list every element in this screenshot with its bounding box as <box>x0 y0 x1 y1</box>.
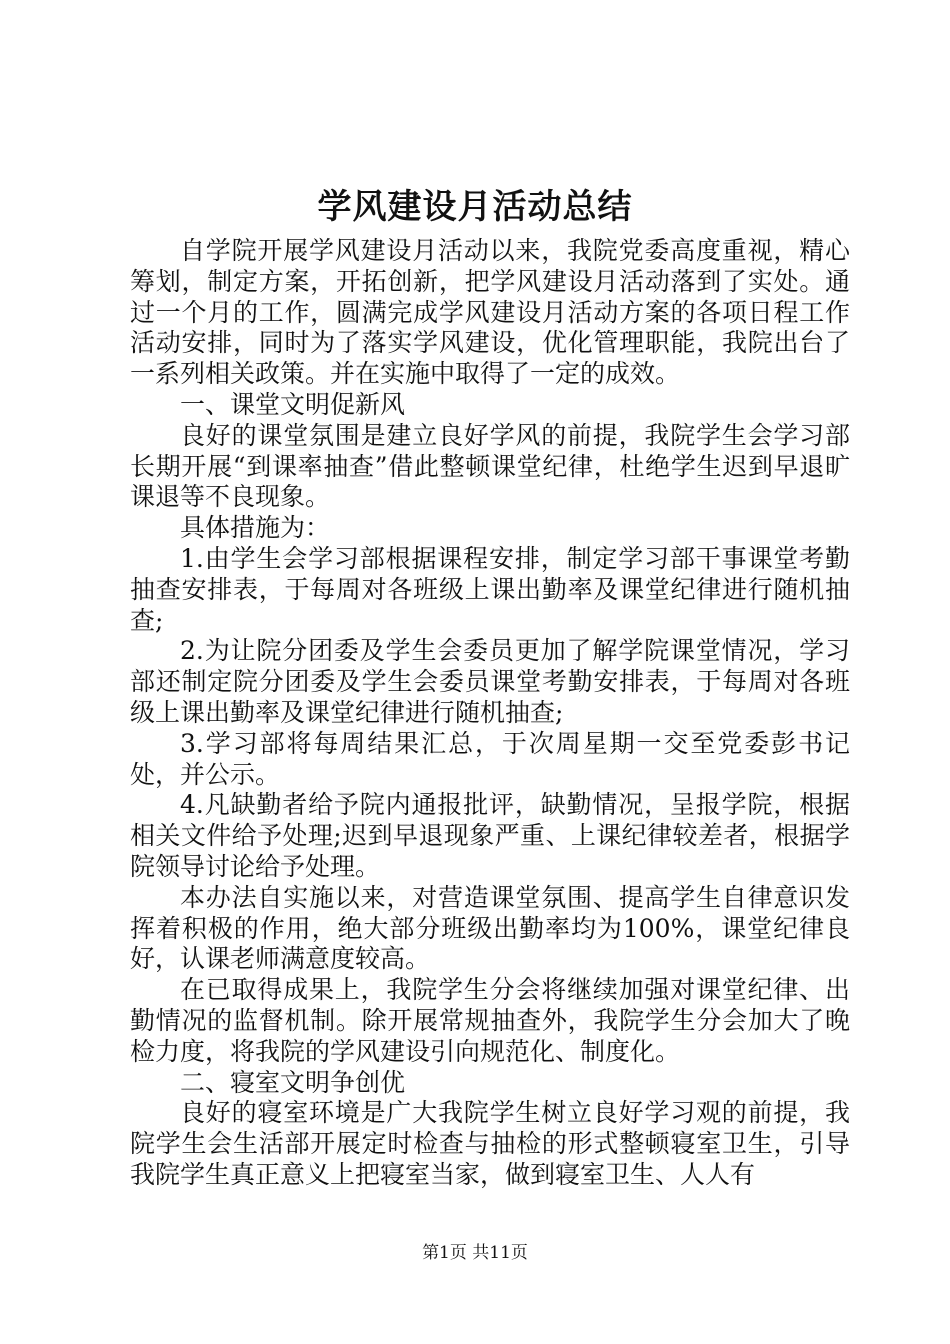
section-heading: 二、寝室文明争创优 <box>180 1067 406 1097</box>
paragraph: 良好的课堂氛围是建立良好学风的前提，我院学生会学习部长期开展“到课率抽查”借此整顿课堂纪律，杜绝学生迟到早退旷课退等不良现象。 <box>130 420 850 512</box>
list-item: 1.由学生会学习部根据课程安排，制定学习部干事课堂考勤抽查安排表，于每周对各班级上课出勤率及课堂纪律进行随机抽查; <box>130 543 850 635</box>
list-item: 3.学习部将每周结果汇总，于次周星期一交至党委彭书记处，并公示。 <box>130 728 850 789</box>
document-body <box>130 236 850 1191</box>
paragraph: 良好的寝室环境是广大我院学生树立良好学习观的前提，我院学生会生活部开展定时检查与抽检的形式整顿寝室卫生，引导我院学生真正意义上把寝室当家，做到寝室卫生、人人有 <box>130 1098 850 1189</box>
list-item: 2.为让院分团委及学生会委员更加了解学院课堂情况，学习部还制定院分团委及学生会委员课堂考勤安排表，于每周对各班级上课出勤率及课堂纪律进行随机抽查; <box>130 636 850 727</box>
paragraph: 自学院开展学风建设月活动以来，我院党委高度重视，精心筹划，制定方案，开拓创新，把学风建设月活动落到了实处。通过一个月的工作，圆满完成学风建设月活动方案的各项日程工作活动安排，同时为了落实学风建设，优化管理职能，我院出台了一系列相关政策。并在实施中取得了一定的成效。 <box>130 236 850 389</box>
paragraph: 本办法自实施以来，对营造课堂氛围、提高学生自律意识发挥着积极的作用，绝大部分班级出勤率均为100%，课堂纪律良好，认课老师满意度较高。 <box>130 882 850 974</box>
page-footer: 第1页 共11页 <box>422 1243 528 1263</box>
paragraph: 在已取得成果上，我院学生分会将继续加强对课堂纪律、出勤情况的监督机制。除开展常规抽查外，我院学生分会加大了晚检力度，将我院的学风建设引向规范化、制度化。 <box>130 975 850 1066</box>
list-item: 4.凡缺勤者给予院内通报批评，缺勤情况，呈报学院，根据相关文件给予处理;迟到早退现象严重、上课纪律较差者，根据学院领导讨论给予处理。 <box>130 790 850 881</box>
paragraph: 具体措施为： <box>180 513 331 543</box>
section-heading: 一、课堂文明促新风 <box>180 389 406 419</box>
document-title: 学风建设月活动总结 <box>317 187 633 227</box>
